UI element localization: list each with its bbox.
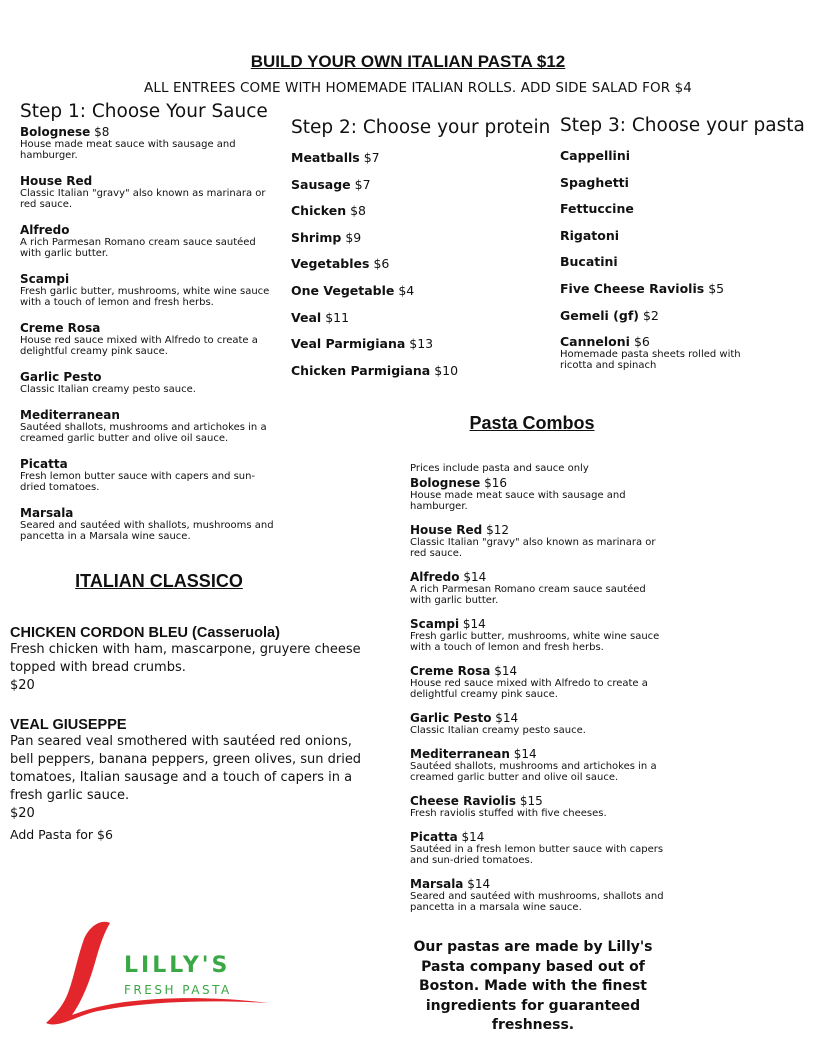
menu-item [20, 370, 278, 395]
item-name: House Red [410, 523, 483, 537]
item-price: $14 [463, 570, 487, 584]
menu-item [20, 457, 278, 493]
pasta-item [560, 149, 790, 163]
combos-note: Prices include pasta and sauce only [410, 463, 589, 474]
item-price: $4 [398, 282, 415, 298]
menu-item [20, 125, 278, 161]
item-name: Scampi [410, 617, 460, 631]
pasta-list [560, 149, 790, 384]
menu-item [410, 830, 670, 866]
menu-item [20, 174, 278, 210]
protein-item [291, 311, 541, 325]
item-name: Chicken [291, 203, 347, 219]
item-price: $7 [363, 150, 380, 165]
item-description: House made meat sauce with sausage and hamburger. [20, 139, 236, 161]
classico-title: ITALIAN CLASSICO [75, 571, 243, 591]
item-price: $14 [513, 747, 537, 761]
logo-tagline: FRESH PASTA [124, 983, 232, 997]
item-price: $14 [494, 664, 518, 678]
item-name: Creme Rosa [410, 664, 491, 678]
item-name: Alfredo [20, 223, 70, 237]
classico-addon: Add Pasta for $6 [10, 827, 113, 842]
lillys-logo [38, 915, 278, 1035]
combos-list [410, 476, 670, 924]
page-subtitle: ALL ENTREES COME WITH HOMEMADE ITALIAN ROLLS. ADD SIDE SALAD FOR $4 [144, 80, 692, 96]
protein-item [291, 337, 541, 351]
protein-list [291, 151, 541, 390]
item-price: $12 [486, 523, 509, 537]
item-price: $2 [642, 307, 659, 323]
protein-item [291, 231, 541, 245]
menu-item [20, 321, 278, 357]
menu-item [410, 476, 670, 512]
item-name: Gemeli (gf) [560, 307, 639, 323]
item-description: A rich Parmesan Romano cream sauce sautéed with garlic butter. [410, 584, 646, 606]
step1-title: Step 1: Choose Your Sauce [20, 101, 268, 122]
item-name: Mediterranean [410, 747, 510, 761]
item-name: Veal Parmigiana [291, 336, 406, 352]
item-name: Garlic Pesto [20, 370, 102, 384]
item-name: Bucatini [560, 254, 618, 270]
item-description: Homemade pasta sheets rolled with ricotta and spinach [560, 349, 741, 372]
pasta-item [560, 202, 790, 216]
logo-name: LILLY'S [124, 953, 231, 978]
item-description: House red sauce mixed with Alfredo to create a delightful creamy pink sauce. [410, 678, 648, 700]
menu-item [410, 747, 670, 783]
protein-item [291, 151, 541, 165]
pasta-item [560, 176, 790, 190]
item-description: Fresh garlic butter, mushrooms, white wine sauce with a touch of lemon and fresh herbs. [410, 631, 660, 653]
protein-item [291, 257, 541, 271]
item-price: $5 [708, 280, 725, 296]
pasta-item [560, 335, 790, 371]
item-name: Cheese Raviolis [410, 794, 516, 808]
item-name: Veal [291, 309, 322, 325]
item-name: Garlic Pesto [410, 711, 492, 725]
item-description: A rich Parmesan Romano cream sauce sautéed with garlic butter. [20, 237, 256, 259]
item-price: $8 [94, 125, 110, 139]
item-description: Pan seared veal smothered with sautéed red onions, bell peppers, banana peppers, green olives, sun dried tomatoes, Italian sausage and a touch of capers in a fresh garlic sauce. [10, 734, 362, 803]
item-name: Bolognese [20, 125, 91, 139]
protein-item [291, 364, 541, 378]
classico-item [10, 625, 370, 695]
menu-item [410, 617, 670, 653]
item-name: One Vegetable [291, 282, 395, 298]
step2-title: Step 2: Choose your protein [291, 117, 551, 138]
menu-item [410, 711, 670, 736]
item-description: Fresh raviolis stuffed with five cheeses. [410, 808, 607, 819]
item-price: $6 [633, 334, 650, 350]
item-price: $9 [345, 229, 362, 245]
item-name: Sausage [291, 176, 351, 192]
menu-item [20, 506, 278, 542]
item-name: Mediterranean [20, 408, 120, 422]
item-description: House red sauce mixed with Alfredo to create a delightful creamy pink sauce. [20, 335, 258, 357]
item-price: $8 [350, 203, 367, 219]
protein-item [291, 284, 541, 298]
item-price: $14 [467, 877, 491, 891]
item-name: Alfredo [410, 570, 460, 584]
item-price: $20 [10, 806, 35, 821]
item-description: Classic Italian "gravy" also known as marinara or red sauce. [410, 537, 656, 559]
item-price: $14 [495, 711, 519, 725]
item-name: Marsala [410, 877, 464, 891]
item-description: Seared and sautéed with mushrooms, shallots and pancetta in a marsala wine sauce. [410, 891, 664, 913]
item-name: Shrimp [291, 229, 342, 245]
item-price: $7 [354, 176, 371, 192]
item-description: House made meat sauce with sausage and hamburger. [410, 490, 626, 512]
item-description: Classic Italian creamy pesto sauce. [20, 384, 196, 395]
item-name: Creme Rosa [20, 321, 101, 335]
item-name: Chicken Parmigiana [291, 362, 431, 378]
item-description: Seared and sautéed with shallots, mushrooms and pancetta in a Marsala wine sauce. [20, 520, 274, 542]
item-name: Five Cheese Raviolis [560, 280, 705, 296]
menu-item [410, 570, 670, 606]
item-name: Picatta [410, 830, 458, 844]
item-name: Fettuccine [560, 201, 634, 217]
protein-item [291, 204, 541, 218]
pasta-item [560, 255, 790, 269]
item-price: $6 [373, 256, 390, 272]
item-price: $14 [461, 830, 485, 844]
item-name: Canneloni [560, 334, 630, 350]
item-price: $13 [409, 336, 434, 352]
item-price: $15 [519, 794, 543, 808]
item-name: House Red [20, 174, 93, 188]
item-description: Fresh lemon butter sauce with capers and sun-dried tomatoes. [20, 471, 256, 493]
item-name: VEAL GIUSEPPE [10, 717, 127, 733]
page-title: BUILD YOUR OWN ITALIAN PASTA $12 [250, 52, 566, 71]
footer-blurb: Our pastas are made by Lilly's Pasta company based out of Boston. Made with the finest ingredients for guaranteed freshness. [413, 939, 653, 1033]
menu-item [410, 523, 670, 559]
item-price: $11 [325, 309, 350, 325]
menu-item [410, 877, 670, 913]
item-description: Fresh garlic butter, mushrooms, white wine sauce with a touch of lemon and fresh herbs. [20, 286, 270, 308]
item-name: CHICKEN CORDON BLEU (Casseruola) [10, 625, 280, 641]
item-name: Vegetables [291, 256, 370, 272]
classico-list [10, 625, 370, 845]
menu-item [20, 272, 278, 308]
combos-title: Pasta Combos [469, 413, 595, 433]
item-name: Spaghetti [560, 174, 629, 190]
item-price: $14 [462, 617, 486, 631]
protein-item [291, 178, 541, 192]
item-name: Meatballs [291, 150, 360, 165]
menu-item [410, 664, 670, 700]
item-description: Classic Italian "gravy" also known as marinara or red sauce. [20, 188, 266, 210]
item-description: Sautéed shallots, mushrooms and artichokes in a creamed garlic butter and olive oil sauce. [20, 422, 267, 444]
step3-title: Step 3: Choose your pasta [560, 115, 805, 136]
item-description: Sautéed shallots, mushrooms and artichokes in a creamed garlic butter and olive oil sauce. [410, 761, 657, 783]
menu-item [20, 408, 278, 444]
item-name: Cappellini [560, 148, 631, 163]
item-description: Sautéed in a fresh lemon butter sauce with capers and sun-dried tomatoes. [410, 844, 664, 866]
item-name: Scampi [20, 272, 70, 286]
item-name: Picatta [20, 457, 68, 471]
item-name: Marsala [20, 506, 74, 520]
pasta-item [560, 309, 790, 323]
item-price: $16 [484, 476, 508, 490]
pasta-item [560, 282, 790, 296]
item-price: $10 [434, 362, 459, 378]
classico-item [10, 717, 370, 823]
item-description: Classic Italian creamy pesto sauce. [410, 725, 586, 736]
sauce-list [20, 125, 278, 555]
item-price: $20 [10, 678, 35, 693]
menu-item [20, 223, 278, 259]
pasta-item [560, 229, 790, 243]
menu-item [410, 794, 670, 819]
item-name: Rigatoni [560, 227, 620, 243]
item-name: Bolognese [410, 476, 481, 490]
item-description: Fresh chicken with ham, mascarpone, gruyere cheese topped with bread crumbs. [10, 642, 361, 675]
